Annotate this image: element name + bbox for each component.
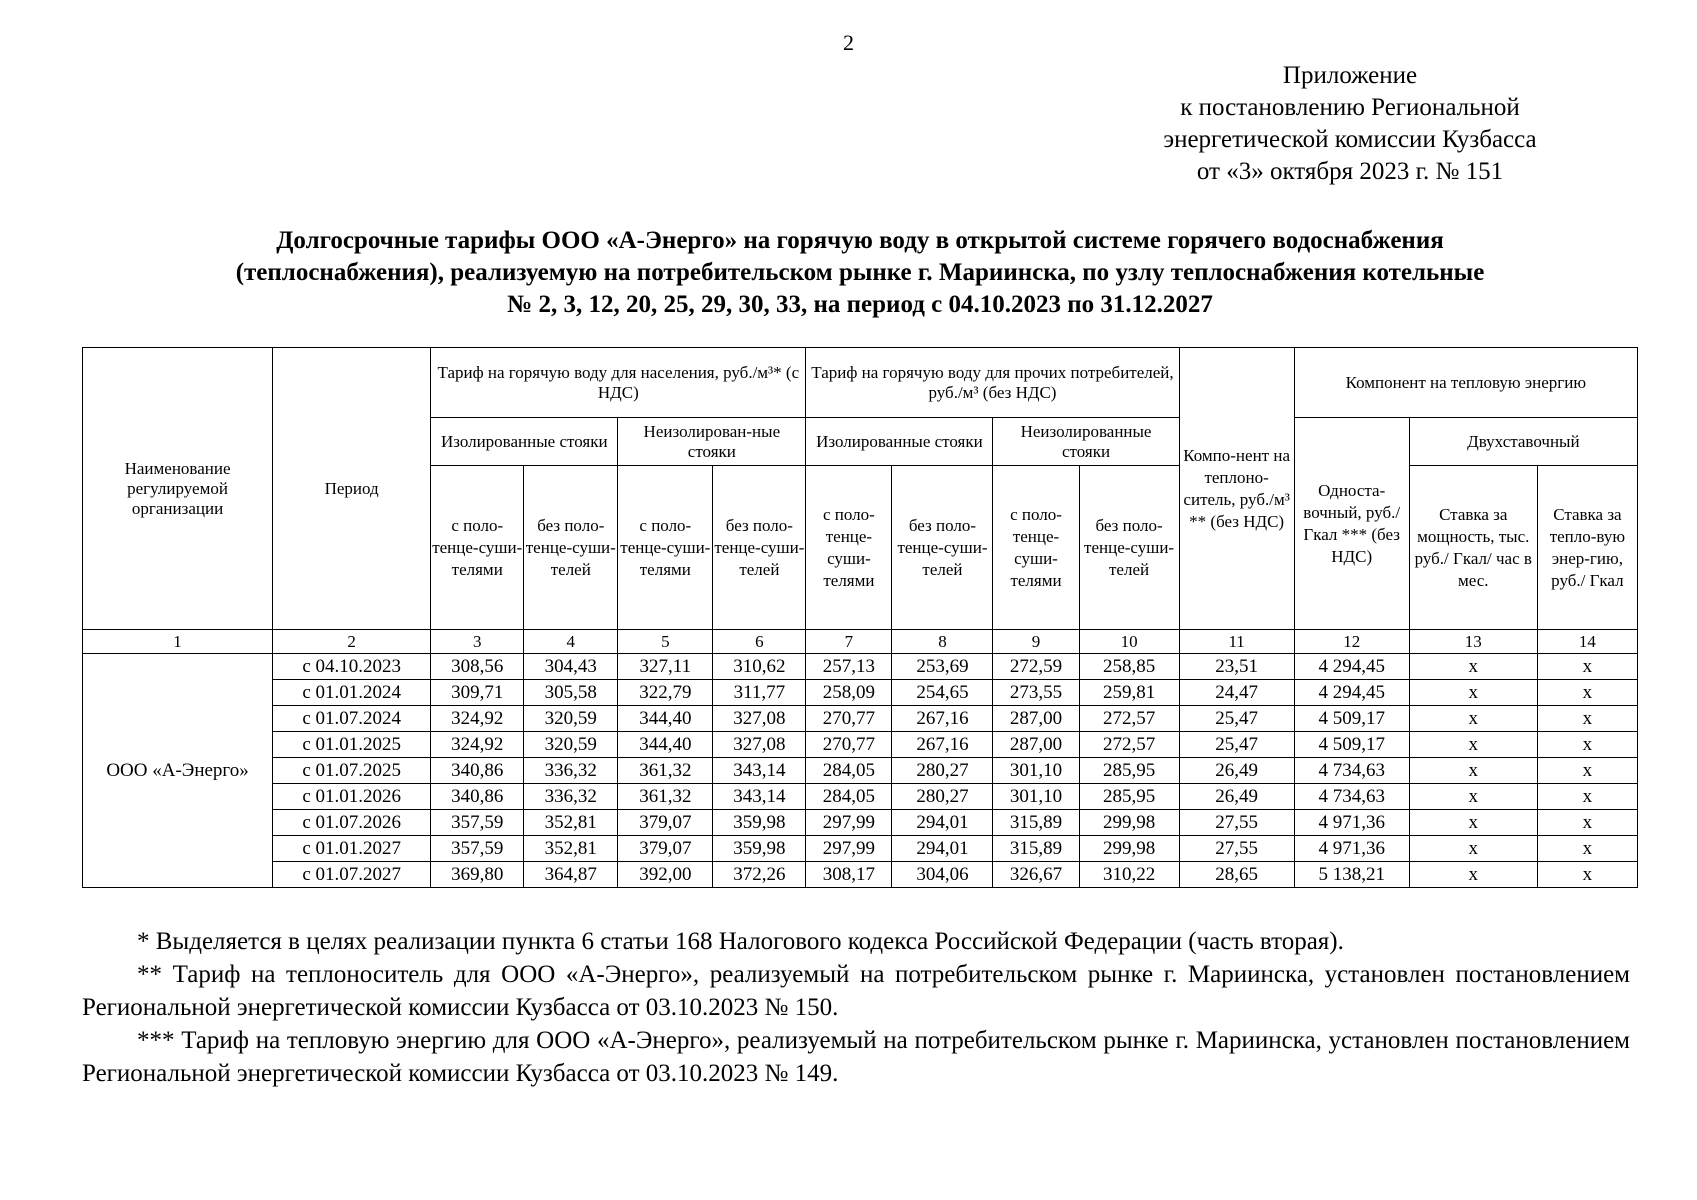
value-cell: 299,98 [1079, 810, 1179, 836]
value-cell: x [1537, 810, 1637, 836]
table-row [83, 706, 1638, 732]
value-cell: x [1537, 732, 1637, 758]
value-cell: 287,00 [993, 732, 1079, 758]
value-cell: 4 509,17 [1294, 732, 1409, 758]
value-cell: 310,22 [1079, 862, 1179, 888]
column-number: 14 [1537, 630, 1637, 654]
table-row [83, 758, 1638, 784]
value-cell: 285,95 [1079, 758, 1179, 784]
period-cell: с 01.01.2025 [273, 732, 431, 758]
header-population-tariff: Тариф на горячую воду для населения, руб./м³* (с НДС) [431, 348, 806, 418]
value-cell: x [1537, 836, 1637, 862]
value-cell: 4 294,45 [1294, 654, 1409, 680]
header-period: Период [273, 348, 431, 630]
table-row [83, 862, 1638, 888]
header-heat-carrier: Компо-нент на теплоно-ситель, руб./м³ ** (без НДС) [1179, 348, 1294, 630]
column-number: 10 [1079, 630, 1179, 654]
value-cell: 259,81 [1079, 680, 1179, 706]
value-cell: 352,81 [524, 810, 618, 836]
value-cell: x [1409, 862, 1537, 888]
header-nonisolated-population: Неизолирован-ные стояки [618, 418, 806, 466]
value-cell: 254,65 [892, 680, 993, 706]
value-cell: 270,77 [806, 706, 892, 732]
column-number: 2 [273, 630, 431, 654]
value-cell: 327,08 [713, 732, 806, 758]
value-cell: 253,69 [892, 654, 993, 680]
value-cell: 324,92 [431, 732, 524, 758]
value-cell: 284,05 [806, 784, 892, 810]
column-number: 4 [524, 630, 618, 654]
column-number: 6 [713, 630, 806, 654]
value-cell: x [1537, 680, 1637, 706]
column-number: 7 [806, 630, 892, 654]
value-cell: 336,32 [524, 784, 618, 810]
value-cell: 310,62 [713, 654, 806, 680]
footnote: ** Тариф на теплоноситель для ООО «А-Энерго», реализуемый на потребительском рынке г. Мариинска, установлен постановлением Региональной энергетической комиссии Кузбасса от 03.10.2023 № 150. [82, 961, 1630, 1021]
value-cell: 299,98 [1079, 836, 1179, 862]
value-cell: 336,32 [524, 758, 618, 784]
column-number: 1 [83, 630, 273, 654]
period-cell: с 01.01.2024 [273, 680, 431, 706]
header-two-rate: Двухставочный [1409, 418, 1637, 466]
value-cell: 311,77 [713, 680, 806, 706]
value-cell: 27,55 [1179, 836, 1294, 862]
column-number: 3 [431, 630, 524, 654]
value-cell: x [1409, 680, 1537, 706]
value-cell: 23,51 [1179, 654, 1294, 680]
value-cell: 359,98 [713, 836, 806, 862]
value-cell: 326,67 [993, 862, 1079, 888]
header-with-dryers: с поло-тенце-суши-телями [806, 466, 892, 630]
value-cell: 344,40 [618, 706, 713, 732]
header-without-dryers: без поло-тенце-суши-телей [524, 466, 618, 630]
value-cell: 361,32 [618, 784, 713, 810]
value-cell: 327,11 [618, 654, 713, 680]
appendix-line: к постановлению Региональной [1180, 94, 1520, 121]
value-cell: 294,01 [892, 810, 993, 836]
value-cell: x [1537, 654, 1637, 680]
header-isolated-other: Изолированные стояки [806, 418, 993, 466]
header-without-dryers: без поло-тенце-суши-телей [892, 466, 993, 630]
period-cell: с 01.07.2024 [273, 706, 431, 732]
period-cell: с 01.01.2027 [273, 836, 431, 862]
value-cell: 4 734,63 [1294, 784, 1409, 810]
header-isolated-population: Изолированные стояки [431, 418, 618, 466]
value-cell: 26,49 [1179, 784, 1294, 810]
column-number: 5 [618, 630, 713, 654]
header-without-dryers: без поло-тенце-суши-телей [713, 466, 806, 630]
value-cell: 301,10 [993, 758, 1079, 784]
value-cell: 27,55 [1179, 810, 1294, 836]
period-cell: с 01.07.2026 [273, 810, 431, 836]
value-cell: 304,06 [892, 862, 993, 888]
column-number: 12 [1294, 630, 1409, 654]
value-cell: 359,98 [713, 810, 806, 836]
header-nonisolated-other: Неизолированные стояки [993, 418, 1179, 466]
header-other-tariff: Тариф на горячую воду для прочих потребителей, руб./м³ (без НДС) [806, 348, 1179, 418]
value-cell: x [1409, 810, 1537, 836]
value-cell: 364,87 [524, 862, 618, 888]
value-cell: 297,99 [806, 836, 892, 862]
table-row [83, 810, 1638, 836]
header-single-rate: Односта-вочный, руб./Гкал *** (без НДС) [1294, 418, 1409, 630]
value-cell: 308,17 [806, 862, 892, 888]
value-cell: 357,59 [431, 810, 524, 836]
table-row [83, 784, 1638, 810]
value-cell: 4 971,36 [1294, 810, 1409, 836]
period-cell: с 04.10.2023 [273, 654, 431, 680]
value-cell: 25,47 [1179, 732, 1294, 758]
value-cell: 297,99 [806, 810, 892, 836]
table-row [83, 836, 1638, 862]
value-cell: 357,59 [431, 836, 524, 862]
value-cell: 343,14 [713, 758, 806, 784]
value-cell: 343,14 [713, 784, 806, 810]
value-cell: 315,89 [993, 810, 1079, 836]
value-cell: 322,79 [618, 680, 713, 706]
value-cell: 309,71 [431, 680, 524, 706]
value-cell: 352,81 [524, 836, 618, 862]
header-organization: Наименование регулируемой организации [83, 348, 273, 630]
period-cell: с 01.07.2027 [273, 862, 431, 888]
appendix-line: Приложение [1282, 62, 1418, 89]
value-cell: 280,27 [892, 784, 993, 810]
table-row [83, 732, 1638, 758]
value-cell: 361,32 [618, 758, 713, 784]
organization-cell: ООО «А-Энерго» [83, 654, 273, 888]
value-cell: 272,57 [1079, 706, 1179, 732]
value-cell: 284,05 [806, 758, 892, 784]
value-cell: 344,40 [618, 732, 713, 758]
header-thermal-component: Компонент на тепловую энергию [1294, 348, 1637, 418]
value-cell: 5 138,21 [1294, 862, 1409, 888]
value-cell: 369,80 [431, 862, 524, 888]
tariff-body [83, 654, 1638, 888]
header-with-dryers: с поло-тенце-суши-телями [993, 466, 1079, 630]
column-number: 13 [1409, 630, 1537, 654]
value-cell: 320,59 [524, 706, 618, 732]
appendix-line: энергетической комиссии Кузбасса [1163, 126, 1537, 153]
value-cell: x [1409, 706, 1537, 732]
value-cell: 392,00 [618, 862, 713, 888]
value-cell: 285,95 [1079, 784, 1179, 810]
value-cell: 294,01 [892, 836, 993, 862]
value-cell: 258,09 [806, 680, 892, 706]
value-cell: 270,77 [806, 732, 892, 758]
value-cell: x [1409, 758, 1537, 784]
tariff-table [82, 347, 1638, 888]
table-row [83, 654, 1638, 680]
value-cell: 379,07 [618, 810, 713, 836]
column-number: 9 [993, 630, 1079, 654]
value-cell: 379,07 [618, 836, 713, 862]
value-cell: 267,16 [892, 732, 993, 758]
document-title [80, 225, 1640, 321]
value-cell: 340,86 [431, 758, 524, 784]
title-line: Долгосрочные тарифы ООО «А-Энерго» на горячую воду в открытой системе горячего водоснабжения [276, 227, 1444, 254]
value-cell: 4 294,45 [1294, 680, 1409, 706]
value-cell: 25,47 [1179, 706, 1294, 732]
value-cell: 272,57 [1079, 732, 1179, 758]
value-cell: x [1537, 706, 1637, 732]
period-cell: с 01.01.2026 [273, 784, 431, 810]
value-cell: x [1409, 654, 1537, 680]
value-cell: 327,08 [713, 706, 806, 732]
value-cell: x [1537, 862, 1637, 888]
value-cell: 24,47 [1179, 680, 1294, 706]
value-cell: 257,13 [806, 654, 892, 680]
value-cell: 4 509,17 [1294, 706, 1409, 732]
value-cell: 28,65 [1179, 862, 1294, 888]
value-cell: 305,58 [524, 680, 618, 706]
value-cell: 4 734,63 [1294, 758, 1409, 784]
value-cell: 280,27 [892, 758, 993, 784]
column-number-row [83, 630, 1638, 654]
value-cell: 272,59 [993, 654, 1079, 680]
title-line: № 2, 3, 12, 20, 25, 29, 30, 33, на период с 04.10.2023 по 31.12.2027 [507, 291, 1213, 318]
value-cell: 372,26 [713, 862, 806, 888]
header-with-dryers: с поло-тенце-суши-телями [431, 466, 524, 630]
value-cell: 258,85 [1079, 654, 1179, 680]
appendix-line: от «3» октября 2023 г. № 151 [1196, 158, 1504, 185]
value-cell: 267,16 [892, 706, 993, 732]
footnote: * Выделяется в целях реализации пункта 6 статьи 168 Налогового кодекса Российской Федерации (часть вторая). [137, 928, 1344, 955]
table-row [83, 680, 1638, 706]
header-without-dryers: без поло-тенце-суши-телей [1079, 466, 1179, 630]
column-number: 11 [1179, 630, 1294, 654]
header-with-dryers: с поло-тенце-суши-телями [618, 466, 713, 630]
value-cell: 301,10 [993, 784, 1079, 810]
value-cell: 304,43 [524, 654, 618, 680]
appendix-block [1120, 60, 1580, 188]
value-cell: 287,00 [993, 706, 1079, 732]
value-cell: 324,92 [431, 706, 524, 732]
value-cell: 4 971,36 [1294, 836, 1409, 862]
value-cell: x [1409, 836, 1537, 862]
value-cell: 308,56 [431, 654, 524, 680]
value-cell: x [1409, 784, 1537, 810]
value-cell: x [1537, 784, 1637, 810]
footnotes [82, 925, 1630, 1090]
value-cell: x [1537, 758, 1637, 784]
value-cell: x [1409, 732, 1537, 758]
value-cell: 320,59 [524, 732, 618, 758]
value-cell: 26,49 [1179, 758, 1294, 784]
header-power-rate: Ставка за мощность, тыс. руб./ Гкал/ час в мес. [1409, 466, 1537, 630]
footnote: *** Тариф на тепловую энергию для ООО «А-Энерго», реализуемый на потребительском рынке г. Мариинска, установлен постановлением Региональной энергетической комиссии Кузбасса от 03.10.2023 № 149. [82, 1027, 1630, 1087]
title-line: (теплоснабжения), реализуемую на потребительском рынке г. Мариинска, по узлу теплоснабжения котельные [235, 259, 1485, 286]
period-cell: с 01.07.2025 [273, 758, 431, 784]
value-cell: 315,89 [993, 836, 1079, 862]
column-number: 8 [892, 630, 993, 654]
page-number: 2 [843, 30, 854, 55]
header-energy-rate: Ставка за тепло-вую энер-гию, руб./ Гкал [1537, 466, 1637, 630]
value-cell: 340,86 [431, 784, 524, 810]
value-cell: 273,55 [993, 680, 1079, 706]
